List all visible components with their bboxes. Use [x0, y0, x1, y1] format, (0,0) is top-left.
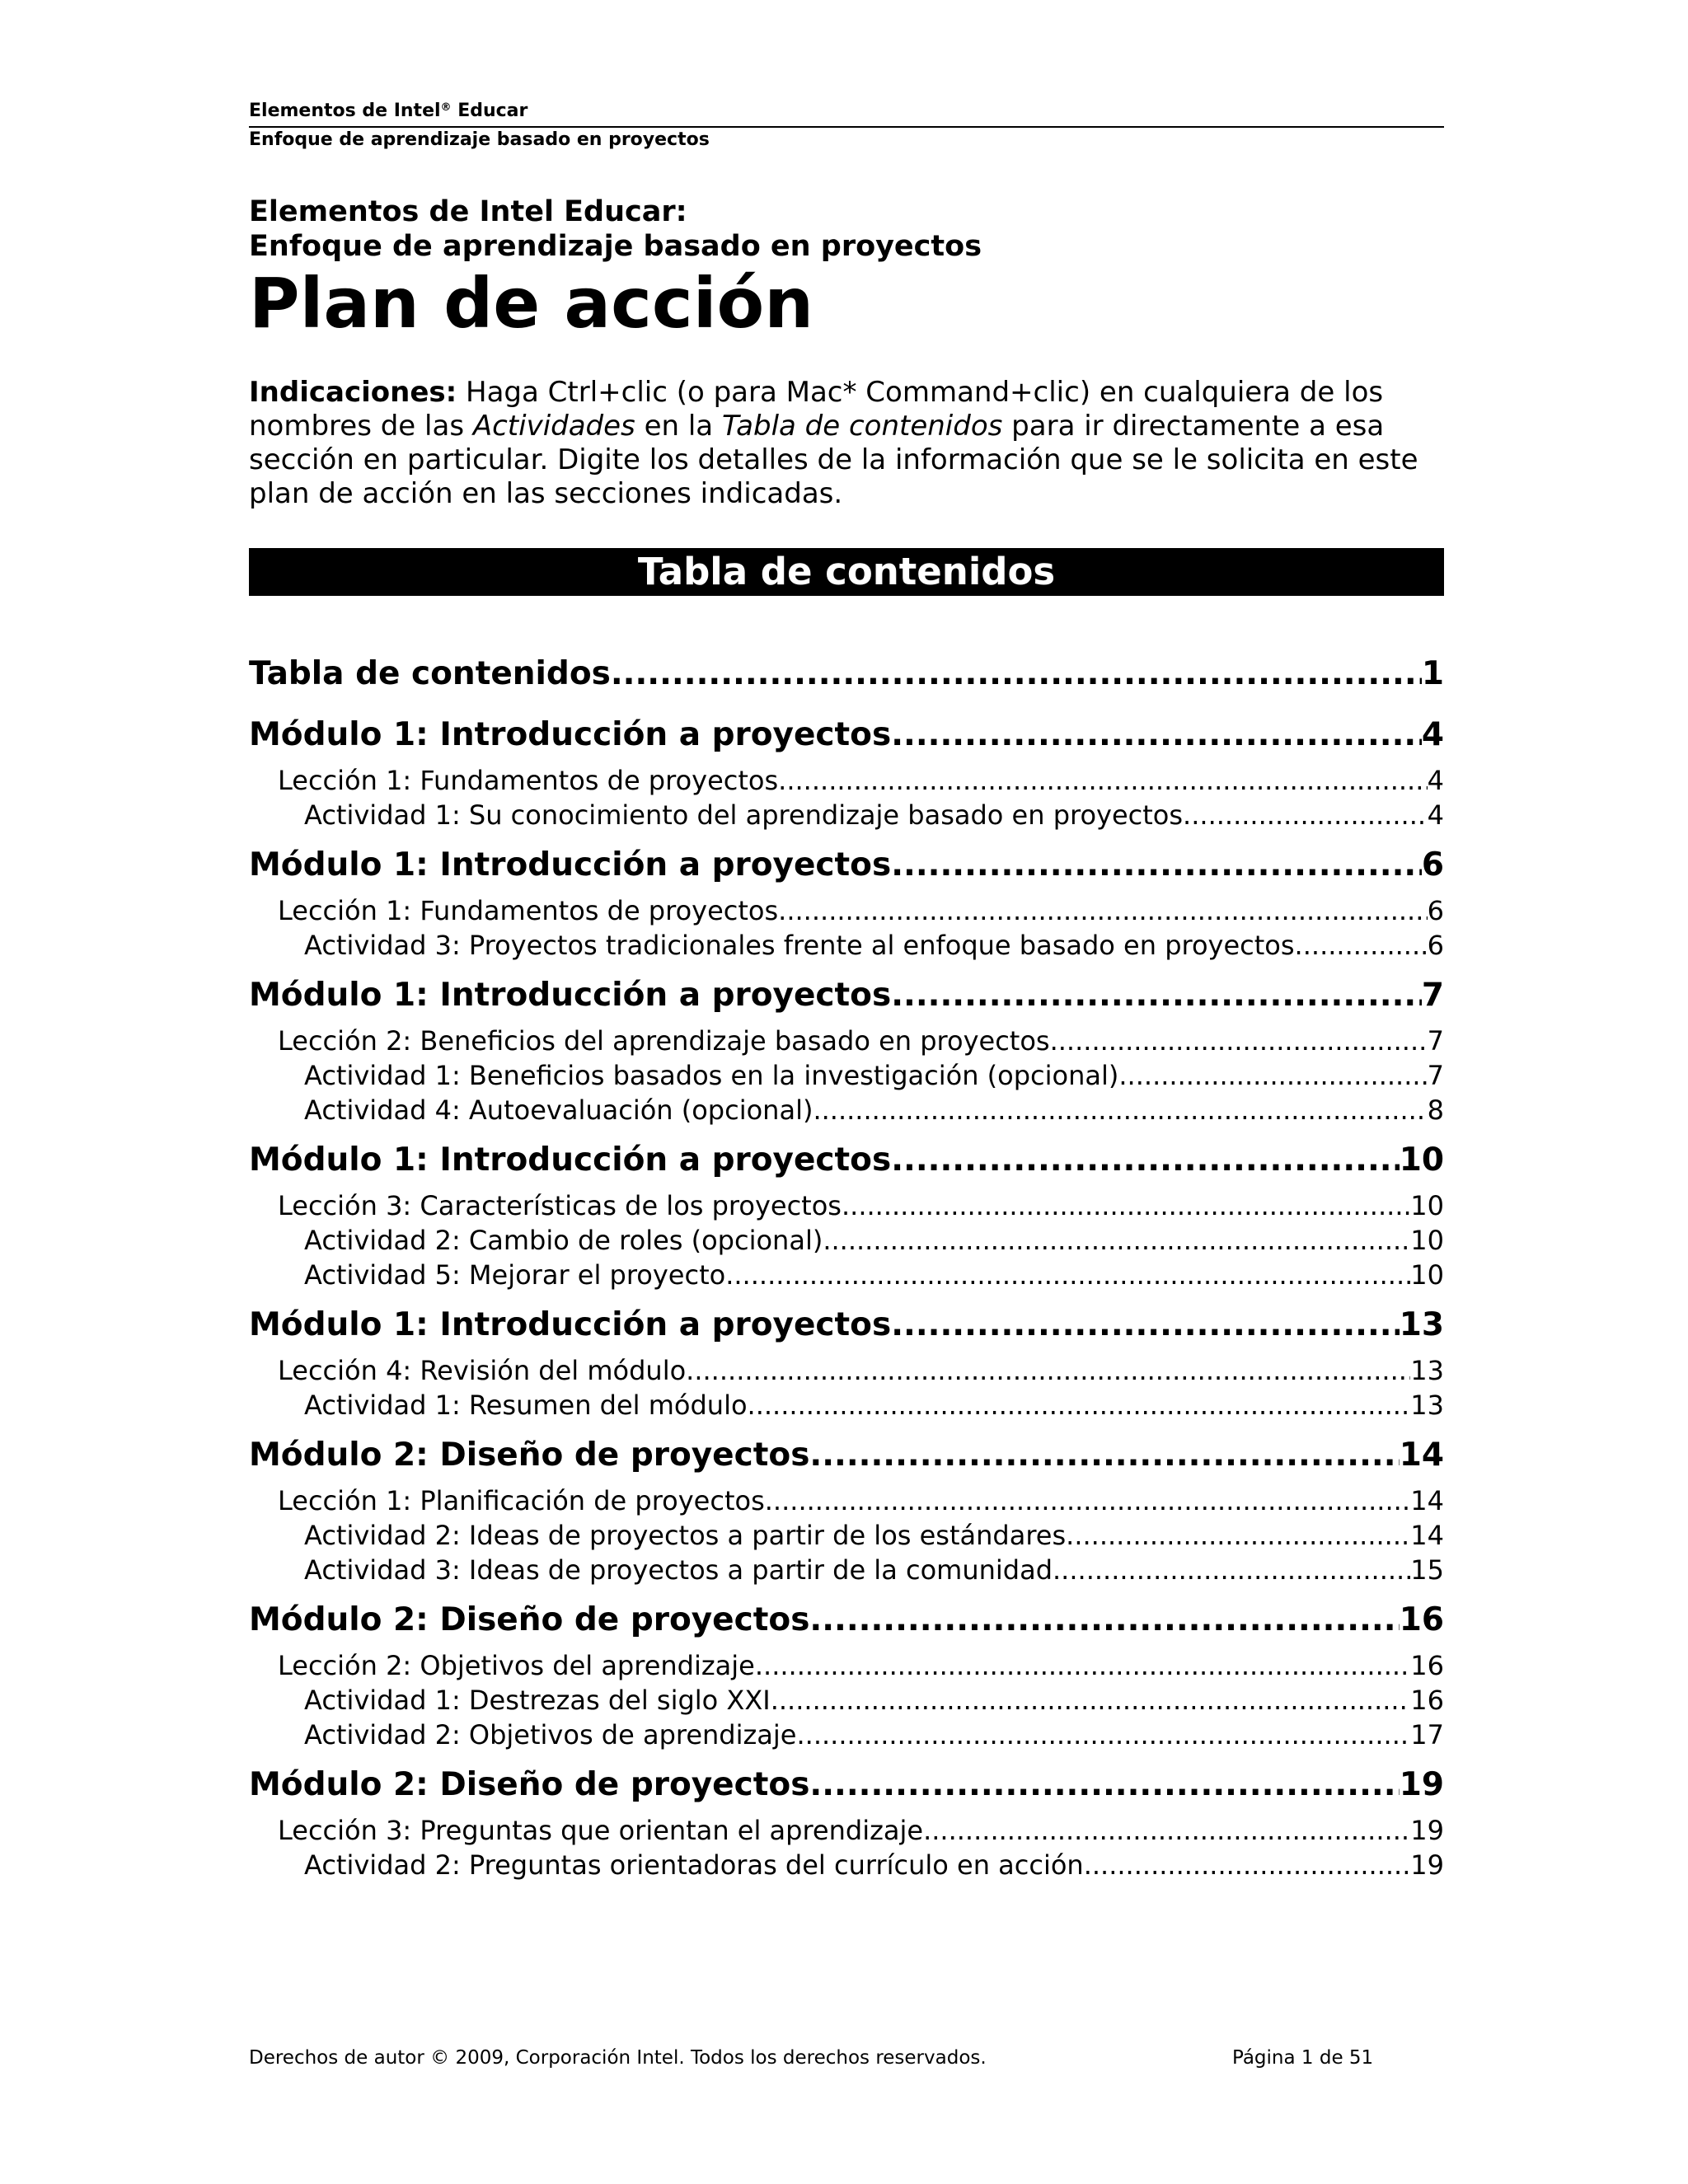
toc-entry-title[interactable]: Módulo 2: Diseño de proyectos — [249, 1766, 810, 1803]
toc-dot-leader — [1050, 1024, 1428, 1058]
toc-entry-page[interactable]: 10 — [1410, 1225, 1444, 1256]
toc-entry-level-1[interactable] — [249, 646, 1444, 702]
instructions-text-2: en la — [635, 410, 722, 443]
toc-entry-page[interactable]: 7 — [1427, 1025, 1444, 1057]
toc-dot-leader — [823, 1223, 1410, 1258]
toc-entry-level-3[interactable] — [249, 1388, 1444, 1422]
toc-dot-leader — [809, 1592, 1399, 1648]
toc-entry-page[interactable]: 19 — [1410, 1815, 1444, 1846]
toc-entry-title[interactable]: Actividad 2: Cambio de roles (opcional) — [304, 1225, 823, 1256]
toc-entry-page[interactable]: 7 — [1421, 977, 1444, 1014]
toc-entry-level-1[interactable] — [249, 1427, 1444, 1483]
toc-entry-page[interactable]: 13 — [1410, 1390, 1444, 1421]
toc-heading-bar: Tabla de contenidos — [249, 548, 1444, 596]
toc-entry-title[interactable]: Lección 2: Objetivos del aprendizaje — [278, 1650, 755, 1681]
toc-entry-page[interactable]: 17 — [1410, 1719, 1444, 1750]
instructions-italic-1: Actividades — [472, 410, 635, 443]
title-block — [249, 194, 982, 346]
toc-entry-title[interactable]: Lección 2: Beneficios del aprendizaje basado en proyectos — [278, 1025, 1050, 1057]
toc-entry-page[interactable]: 19 — [1399, 1766, 1444, 1803]
toc-dot-leader — [1183, 798, 1428, 832]
toc-entry-level-2[interactable] — [249, 893, 1444, 928]
toc-entry-title[interactable]: Módulo 1: Introducción a proyectos — [249, 846, 892, 883]
toc-entry-level-3[interactable] — [249, 1848, 1444, 1882]
toc-entry-page[interactable]: 10 — [1410, 1190, 1444, 1221]
toc-entry-title[interactable]: Módulo 2: Diseño de proyectos — [249, 1601, 810, 1638]
toc-entry-level-3[interactable] — [249, 1258, 1444, 1292]
toc-dot-leader — [765, 1483, 1411, 1518]
page-number: Página 1 de 51 — [1232, 2047, 1374, 2069]
toc-dot-leader — [778, 763, 1427, 798]
toc-gap — [249, 1422, 1444, 1426]
toc-entry-page[interactable]: 13 — [1399, 1306, 1444, 1343]
table-of-contents — [249, 646, 1444, 1882]
toc-dot-leader — [891, 968, 1422, 1024]
toc-entry-page[interactable]: 16 — [1410, 1650, 1444, 1681]
running-header — [249, 98, 1444, 152]
toc-entry-page[interactable]: 1 — [1421, 655, 1444, 692]
toc-entry-level-3[interactable] — [249, 1518, 1444, 1553]
toc-dot-leader — [1053, 1553, 1410, 1587]
toc-entry-title[interactable]: Módulo 1: Introducción a proyectos — [249, 1141, 892, 1179]
toc-dot-leader — [891, 1132, 1400, 1188]
toc-entry-title[interactable]: Actividad 1: Resumen del módulo — [304, 1390, 748, 1421]
instructions-paragraph — [249, 376, 1444, 511]
toc-entry-level-3[interactable] — [249, 928, 1444, 963]
toc-entry-level-3[interactable] — [249, 1553, 1444, 1587]
toc-dot-leader — [1084, 1848, 1411, 1882]
toc-dot-leader — [1066, 1518, 1410, 1553]
toc-entry-level-2[interactable] — [249, 1813, 1444, 1848]
toc-entry-title[interactable]: Actividad 1: Destrezas del siglo XXI — [304, 1685, 771, 1716]
toc-entry-title[interactable]: Actividad 3: Ideas de proyectos a partir de la comunidad — [304, 1554, 1053, 1586]
toc-entry-page[interactable]: 7 — [1427, 1060, 1444, 1091]
toc-entry-title[interactable]: Lección 1: Fundamentos de proyectos — [278, 895, 779, 926]
toc-dot-leader — [891, 837, 1422, 893]
toc-entry-page[interactable]: 6 — [1427, 930, 1444, 961]
header-title — [249, 98, 1444, 124]
toc-entry-page[interactable]: 10 — [1410, 1259, 1444, 1291]
toc-entry-page[interactable]: 14 — [1399, 1436, 1444, 1474]
toc-entry-level-1[interactable] — [249, 707, 1444, 763]
copyright-notice: Derechos de autor © 2009, Corporación Intel. Todos los derechos reservados. — [249, 2047, 987, 2069]
toc-entry-level-2[interactable] — [249, 1188, 1444, 1223]
toc-entry-page[interactable]: 13 — [1410, 1355, 1444, 1386]
toc-entry-page[interactable]: 16 — [1410, 1685, 1444, 1716]
toc-entry-page[interactable]: 15 — [1410, 1554, 1444, 1586]
toc-dot-leader — [809, 1757, 1399, 1813]
instructions-text-3: para ir directamente a esa sección en particular. Digite los detalles de la información que se le solicita en este plan de acción en las secciones indicadas. — [249, 410, 1418, 510]
toc-dot-leader — [778, 893, 1427, 928]
toc-entry-page[interactable]: 16 — [1399, 1601, 1444, 1638]
toc-entry-level-1[interactable] — [249, 837, 1444, 893]
toc-dot-leader — [809, 1427, 1399, 1483]
toc-dot-leader — [1118, 1058, 1427, 1093]
toc-entry-title[interactable]: Actividad 1: Su conocimiento del aprendizaje basado en proyectos — [304, 799, 1184, 831]
toc-entry-page[interactable]: 4 — [1427, 765, 1444, 796]
instructions-text-1: Haga Ctrl+clic (o para Mac* Command+clic) en cualquiera de los nombres de las — [249, 376, 1384, 443]
toc-dot-leader — [796, 1718, 1410, 1752]
toc-entry-level-3[interactable] — [249, 798, 1444, 832]
instructions-label: Indicaciones: — [249, 376, 457, 409]
toc-entry-title[interactable]: Actividad 3: Proyectos tradicionales frente al enfoque basado en proyectos — [304, 930, 1295, 961]
page-title: Plan de acción — [249, 263, 814, 344]
toc-entry-page[interactable]: 19 — [1410, 1849, 1444, 1881]
toc-entry-page[interactable]: 6 — [1421, 846, 1444, 883]
toc-dot-leader — [748, 1388, 1411, 1422]
toc-dot-leader — [891, 1297, 1400, 1353]
toc-entry-level-3[interactable] — [249, 1718, 1444, 1752]
toc-entry-title[interactable]: Módulo 1: Introducción a proyectos — [249, 977, 892, 1014]
toc-entry-level-1[interactable] — [249, 1757, 1444, 1813]
toc-gap — [249, 1752, 1444, 1755]
toc-dot-leader — [842, 1188, 1410, 1223]
toc-gap — [249, 1587, 1444, 1591]
toc-entry-level-2[interactable] — [249, 1353, 1444, 1388]
toc-dot-leader — [771, 1683, 1411, 1718]
toc-entry-title[interactable]: Actividad 2: Preguntas orientadoras del currículo en acción — [304, 1849, 1084, 1881]
toc-entry-title[interactable]: Módulo 2: Diseño de proyectos — [249, 1436, 810, 1474]
header-title-tail: Educar — [451, 101, 528, 121]
toc-entry-level-1[interactable] — [249, 968, 1444, 1024]
toc-entry-title[interactable]: Módulo 1: Introducción a proyectos — [249, 716, 892, 753]
toc-entry-level-2[interactable] — [249, 1024, 1444, 1058]
toc-entry-title[interactable]: Actividad 4: Autoevaluación (opcional) — [304, 1094, 814, 1126]
header-title-main: Elementos de Intel — [249, 101, 441, 121]
toc-entry-level-2[interactable] — [249, 763, 1444, 798]
toc-entry-title[interactable]: Tabla de contenidos — [249, 655, 611, 692]
toc-entry-title[interactable]: Actividad 1: Beneficios basados en la investigación (opcional) — [304, 1060, 1119, 1091]
registered-mark: ® — [440, 101, 452, 114]
toc-dot-leader — [891, 707, 1422, 763]
instructions-italic-2: Tabla de contenidos — [721, 410, 1003, 443]
document-page — [249, 0, 1444, 2184]
toc-dot-leader — [611, 646, 1422, 702]
toc-entry-level-3[interactable] — [249, 1223, 1444, 1258]
toc-entry-level-1[interactable] — [249, 1592, 1444, 1648]
toc-entry-title[interactable]: Actividad 5: Mejorar el proyecto — [304, 1259, 726, 1291]
toc-entry-level-3[interactable] — [249, 1683, 1444, 1718]
toc-dot-leader — [755, 1648, 1410, 1683]
toc-entry-title[interactable]: Actividad 2: Ideas de proyectos a partir de los estándares — [304, 1520, 1067, 1551]
toc-entry-level-3[interactable] — [249, 1058, 1444, 1093]
toc-entry-level-1[interactable] — [249, 1132, 1444, 1188]
toc-entry-title[interactable]: Actividad 2: Objetivos de aprendizaje — [304, 1719, 797, 1750]
toc-entry-page[interactable]: 4 — [1421, 716, 1444, 753]
toc-entry-page[interactable]: 8 — [1427, 1094, 1444, 1126]
toc-entry-title[interactable]: Módulo 1: Introducción a proyectos — [249, 1306, 892, 1343]
toc-dot-leader — [686, 1353, 1410, 1388]
toc-entry-level-2[interactable] — [249, 1648, 1444, 1683]
toc-entry-title[interactable]: Lección 3: Características de los proyectos — [278, 1190, 842, 1221]
toc-entry-page[interactable]: 6 — [1427, 895, 1444, 926]
toc-gap — [249, 702, 1444, 705]
toc-dot-leader — [1295, 928, 1428, 963]
toc-dot-leader — [923, 1813, 1410, 1848]
toc-entry-page[interactable]: 4 — [1427, 799, 1444, 831]
toc-entry-title[interactable]: Lección 4: Revisión del módulo — [278, 1355, 687, 1386]
toc-entry-page[interactable]: 14 — [1410, 1485, 1444, 1516]
toc-dot-leader — [813, 1093, 1427, 1127]
header-subtitle: Enfoque de aprendizaje basado en proyectos — [249, 129, 710, 150]
toc-entry-title[interactable]: Lección 1: Fundamentos de proyectos — [278, 765, 779, 796]
doc-subtitle-1: Elementos de Intel Educar: — [249, 195, 687, 228]
toc-gap — [249, 963, 1444, 966]
toc-gap — [249, 1127, 1444, 1131]
toc-entry-title[interactable]: Lección 1: Planificación de proyectos — [278, 1485, 765, 1516]
toc-dot-leader — [725, 1258, 1410, 1292]
toc-entry-title[interactable]: Lección 3: Preguntas que orientan el aprendizaje — [278, 1815, 924, 1846]
toc-gap — [249, 1292, 1444, 1296]
toc-entry-page[interactable]: 10 — [1399, 1141, 1444, 1179]
toc-entry-level-2[interactable] — [249, 1483, 1444, 1518]
toc-entry-level-1[interactable] — [249, 1297, 1444, 1353]
toc-entry-level-3[interactable] — [249, 1093, 1444, 1127]
doc-subtitle-2: Enfoque de aprendizaje basado en proyectos — [249, 230, 982, 263]
toc-gap — [249, 832, 1444, 836]
toc-entry-page[interactable]: 14 — [1410, 1520, 1444, 1551]
